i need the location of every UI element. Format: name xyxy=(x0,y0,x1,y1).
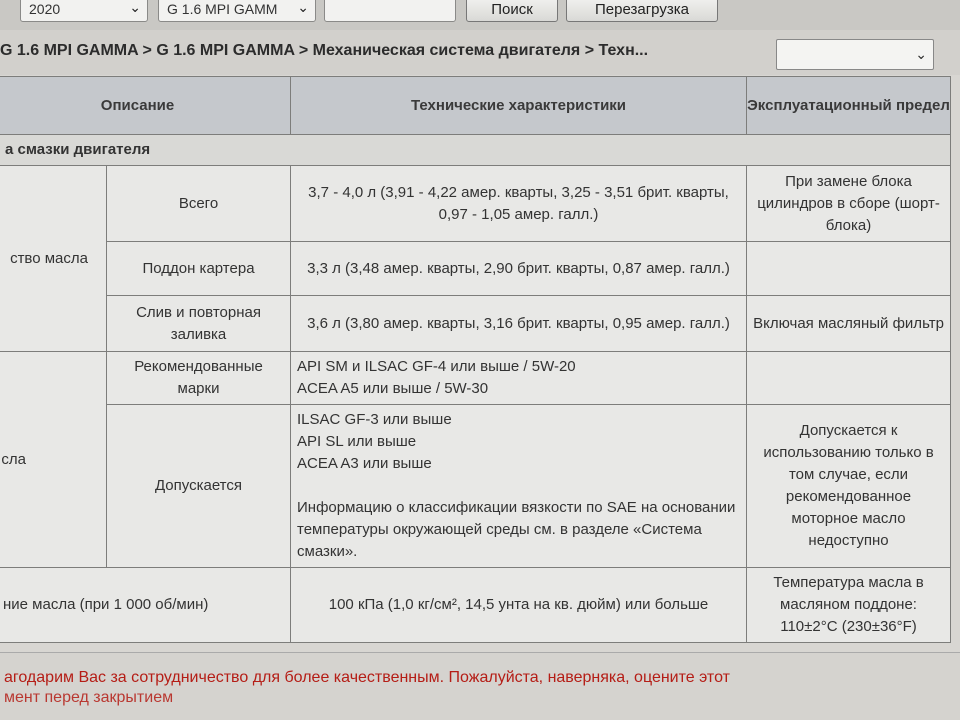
table-header-row xyxy=(0,77,951,135)
chevron-down-icon: ⌄ xyxy=(129,0,141,15)
row-limit xyxy=(747,242,951,296)
row-limit: При замене блока цилиндров в сборе (шорт-блока) xyxy=(747,166,951,242)
engine-select[interactable] xyxy=(158,0,316,22)
row-spec xyxy=(291,352,747,405)
row-name: ние масла (при 1 000 об/мин) xyxy=(0,568,291,643)
spec-line: ACEA A3 или выше xyxy=(297,455,432,472)
table-row xyxy=(0,242,951,296)
row-limit: Температура масла в масляном поддоне: 110±2°C (230±36°F) xyxy=(747,568,951,643)
section-row xyxy=(0,135,951,166)
chevron-down-icon: ⌄ xyxy=(297,0,309,15)
header-limit: Эксплуатационный предел xyxy=(747,77,951,135)
search-button[interactable] xyxy=(466,0,558,22)
row-name: Всего xyxy=(107,166,291,242)
row-name: Допускается xyxy=(107,405,291,568)
section-title: а смазки двигателя xyxy=(0,135,951,166)
row-spec: 3,3 л (3,48 амер. кварты, 2,90 брит. кварты, 0,87 амер. галл.) xyxy=(291,242,747,296)
row-spec: 100 кПа (1,0 кг/см², 14,5 унта на кв. дюйм) или больше xyxy=(291,568,747,643)
feedback-message-continued: мент перед закрытием xyxy=(4,689,174,706)
spec-line: ACEA A5 или выше / 5W-30 xyxy=(297,380,489,397)
row-limit xyxy=(747,352,951,405)
table-row xyxy=(0,166,951,242)
row-name: Поддон картера xyxy=(107,242,291,296)
spec-note: Информацию о классификации вязкости по SAE на основании температуры окружающей среды см. в разделе «Система смазки». xyxy=(297,499,736,560)
section-select[interactable] xyxy=(776,39,934,70)
row-spec: 3,7 - 4,0 л (3,91 - 4,22 амер. кварты, 3,25 - 3,51 брит. кварты, 0,97 - 1,05 амер. галл.) xyxy=(291,166,747,242)
reload-button[interactable] xyxy=(566,0,718,22)
group-label: ство масла xyxy=(0,166,107,352)
group-label: сла xyxy=(0,352,107,568)
reload-button-label: Перезагрузка xyxy=(595,1,689,18)
header-specs: Технические характеристики xyxy=(291,77,747,135)
spec-table xyxy=(0,76,951,643)
spec-line: ILSAC GF-3 или выше xyxy=(297,411,452,428)
row-name: Слив и повторная заливка xyxy=(107,296,291,352)
header-description: Описание xyxy=(0,77,291,135)
table-row xyxy=(0,296,951,352)
breadcrumb[interactable]: G 1.6 MPI GAMMA > G 1.6 MPI GAMMA > Механическая система двигателя > Техн... xyxy=(0,42,649,59)
search-button-label: Поиск xyxy=(491,1,533,18)
search-input[interactable] xyxy=(324,0,456,22)
row-limit: Допускается к использованию только в том случае, если рекомендованное моторное масло недоступно xyxy=(747,405,951,568)
engine-select-value: G 1.6 MPI GAMM xyxy=(167,1,278,17)
table-row xyxy=(0,352,951,405)
spec-line: API SM и ILSAC GF-4 или выше / 5W-20 xyxy=(297,358,576,375)
row-spec xyxy=(291,405,747,568)
year-select[interactable] xyxy=(20,0,148,22)
feedback-message: агодарим Вас за сотрудничество для более качественным. Пожалуйста, наверняка, оцените этот xyxy=(4,669,730,686)
table-row xyxy=(0,568,951,643)
breadcrumb-bar xyxy=(0,30,960,75)
row-limit: Включая масляный фильтр xyxy=(747,296,951,352)
spec-line: API SL или выше xyxy=(297,433,417,450)
row-name: Рекомендованные марки xyxy=(107,352,291,405)
toolbar xyxy=(0,0,960,30)
year-select-value: 2020 xyxy=(29,1,61,17)
row-spec: 3,6 л (3,80 амер. кварты, 3,16 брит. кварты, 0,95 амер. галл.) xyxy=(291,296,747,352)
feedback-banner xyxy=(0,652,960,720)
table-row xyxy=(0,405,951,568)
chevron-down-icon: ⌄ xyxy=(915,46,927,62)
